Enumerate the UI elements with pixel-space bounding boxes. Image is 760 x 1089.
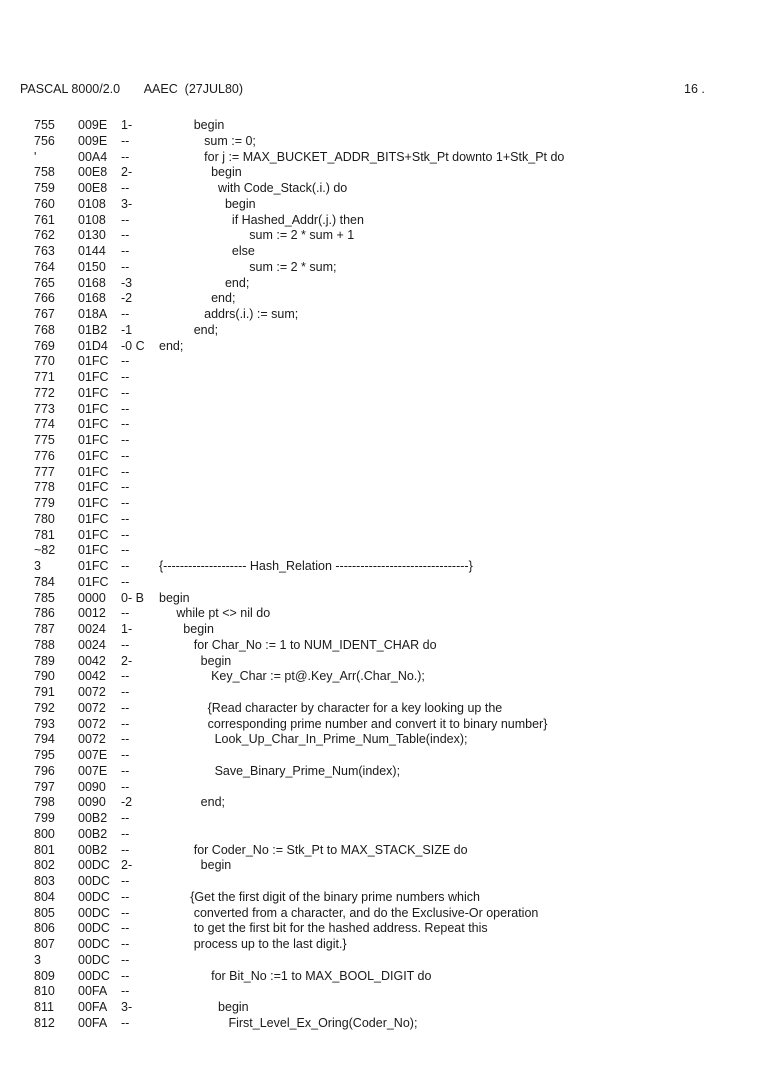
listing-line: [20, 717, 740, 733]
line-number: 769: [34, 338, 55, 353]
address: 00DC: [78, 874, 110, 888]
nesting-level: --: [121, 952, 130, 967]
source-code: end;: [159, 291, 236, 306]
source-code: Key_Char := pt@.Key_Arr(.Char_No.);: [159, 669, 425, 684]
listing-line: [20, 496, 740, 512]
nesting-level: --: [121, 307, 130, 321]
nesting-level: -1: [121, 322, 133, 337]
nesting-level: --: [121, 732, 130, 747]
nesting-level: --: [121, 874, 130, 888]
nesting-level: --: [121, 181, 130, 195]
listing-line: [20, 1000, 740, 1016]
nesting-level: --: [121, 417, 130, 432]
line-number: 801: [34, 842, 55, 857]
nesting-level: --: [121, 464, 130, 479]
listing-line: [20, 480, 740, 496]
listing-line: [20, 465, 740, 481]
line-number: 794: [34, 732, 55, 747]
listing-line: [20, 748, 740, 764]
address: 00DC: [78, 889, 110, 904]
listing-line: [20, 937, 740, 953]
nesting-level: --: [121, 606, 130, 621]
address: 01FC: [78, 385, 109, 400]
nesting-level: --: [121, 133, 130, 148]
address: 00FA: [78, 984, 108, 999]
line-number: 785: [34, 590, 55, 605]
source-code: for Char_No := 1 to NUM_IDENT_CHAR do: [159, 637, 437, 652]
address: 0090: [78, 795, 106, 810]
address: 007E: [78, 748, 108, 762]
listing-line: [20, 638, 740, 654]
source-code: addrs(.i.) := sum;: [159, 307, 299, 321]
listing-line: [20, 528, 740, 544]
address: 01FC: [78, 559, 109, 573]
line-number: 766: [34, 291, 55, 306]
address: 01FC: [78, 370, 109, 384]
nesting-level: --: [121, 905, 130, 920]
listing-line: [20, 339, 740, 355]
source-code: if Hashed_Addr(.j.) then: [159, 212, 364, 227]
nesting-level: 3-: [121, 196, 133, 211]
address: 00E8: [78, 165, 108, 180]
address: 01FC: [78, 511, 109, 526]
nesting-level: 2-: [121, 858, 133, 873]
listing-line: [20, 260, 740, 276]
source-code: end;: [159, 275, 250, 290]
source-code: for j := MAX_BUCKET_ADDR_BITS+Stk_Pt downto 1+Stk_Pt do: [159, 149, 565, 164]
line-number: 778: [34, 480, 55, 495]
line-number: 812: [34, 1015, 55, 1030]
line-number: 811: [34, 1000, 54, 1014]
line-number: 771: [34, 370, 55, 384]
line-number: 803: [34, 874, 55, 888]
nesting-level: --: [121, 968, 130, 983]
nesting-level: --: [121, 1015, 130, 1030]
address: 009E: [78, 133, 108, 148]
nesting-level: --: [121, 763, 130, 778]
address: 00FA: [78, 1000, 108, 1014]
listing-line: [20, 150, 740, 166]
listing-line: [20, 276, 740, 292]
listing-line: [20, 197, 740, 213]
listing-line: [20, 244, 740, 260]
address: 01FC: [78, 480, 109, 495]
nesting-level: --: [121, 811, 130, 825]
line-number: 787: [34, 622, 55, 636]
address: 0042: [78, 669, 106, 684]
listing-line: [20, 701, 740, 717]
address: 01FC: [78, 354, 109, 369]
nesting-level: --: [121, 496, 130, 510]
listing-line: [20, 512, 740, 528]
line-number: 764: [34, 259, 55, 274]
source-code: begin: [159, 858, 232, 873]
line-number: 768: [34, 322, 55, 337]
line-number: 798: [34, 795, 55, 810]
address: 01B2: [78, 322, 108, 337]
address: 0144: [78, 244, 106, 258]
nesting-level: --: [121, 559, 130, 573]
nesting-level: 1-: [121, 622, 133, 636]
nesting-level: --: [121, 385, 130, 400]
nesting-level: --: [121, 826, 130, 841]
listing-line: [20, 559, 740, 575]
line-number: ~82: [34, 543, 56, 558]
listing-line: [20, 118, 740, 134]
address: 007E: [78, 763, 108, 778]
address: 00DC: [78, 952, 110, 967]
line-number: 805: [34, 905, 55, 920]
line-number: 800: [34, 826, 55, 841]
nesting-level: --: [121, 354, 130, 369]
nesting-level: --: [121, 889, 130, 904]
address: 0150: [78, 259, 106, 274]
line-number: 792: [34, 700, 55, 715]
line-number: 786: [34, 606, 55, 621]
nesting-level: --: [121, 370, 130, 384]
nesting-level: --: [121, 228, 130, 243]
listing-line: [20, 354, 740, 370]
nesting-level: --: [121, 984, 130, 999]
line-number: 789: [34, 653, 55, 668]
line-number: 767: [34, 307, 55, 321]
address: 01FC: [78, 496, 109, 510]
source-code: end;: [159, 795, 226, 810]
address: 01FC: [78, 464, 109, 479]
address: 0042: [78, 653, 106, 668]
nesting-level: --: [121, 527, 130, 542]
source-code: sum := 0;: [159, 133, 256, 148]
nesting-level: 0- B: [121, 590, 144, 605]
address: 00E8: [78, 181, 108, 195]
listing-line: [20, 417, 740, 433]
listing-line: [20, 843, 740, 859]
address: 018A: [78, 307, 108, 321]
address: 0012: [78, 606, 106, 621]
source-code: First_Level_Ex_Oring(Coder_No);: [159, 1015, 418, 1030]
line-number: 773: [34, 401, 55, 416]
line-number: 759: [34, 181, 55, 195]
address: 0168: [78, 291, 106, 306]
nesting-level: --: [121, 543, 130, 558]
line-number: 784: [34, 574, 55, 589]
address: 00DC: [78, 921, 110, 936]
source-code: sum := 2 * sum + 1: [159, 228, 355, 243]
line-number: 791: [34, 685, 55, 699]
line-number: 758: [34, 165, 55, 180]
source-code: end;: [159, 338, 184, 353]
nesting-level: --: [121, 511, 130, 526]
line-number: 760: [34, 196, 55, 211]
listing-line: [20, 181, 740, 197]
nesting-level: --: [121, 448, 130, 463]
nesting-level: --: [121, 244, 130, 258]
line-number: 755: [34, 118, 55, 132]
line-number: 806: [34, 921, 55, 936]
nesting-level: -3: [121, 275, 133, 290]
nesting-level: --: [121, 700, 130, 715]
line-number: 772: [34, 385, 55, 400]
nesting-level: --: [121, 212, 130, 227]
line-number: 795: [34, 748, 55, 762]
listing-line: [20, 622, 740, 638]
listing-line: [20, 685, 740, 701]
compiler-header: PASCAL 8000/2.0 AAEC (27JUL80): [20, 82, 244, 96]
listing-line: [20, 795, 740, 811]
address: 0024: [78, 637, 106, 652]
address: 0090: [78, 779, 106, 794]
line-number: 3: [34, 952, 41, 967]
line-number: ': [34, 149, 37, 164]
listing-line: [20, 890, 740, 906]
listing-line: [20, 134, 740, 150]
nesting-level: --: [121, 574, 130, 589]
line-number: 780: [34, 511, 55, 526]
source-code: with Code_Stack(.i.) do: [159, 181, 348, 195]
address: 0000: [78, 590, 106, 605]
source-code: for Bit_No :=1 to MAX_BOOL_DIGIT do: [159, 968, 432, 983]
listing-line: [20, 370, 740, 386]
nesting-level: 1-: [121, 118, 133, 132]
listing-line: [20, 449, 740, 465]
address: 00B2: [78, 811, 108, 825]
listing-line: [20, 827, 740, 843]
address: 00B2: [78, 842, 108, 857]
nesting-level: --: [121, 842, 130, 857]
nesting-level: -2: [121, 795, 133, 810]
address: 00DC: [78, 905, 110, 920]
source-code: {Read character by character for a key looking up the: [159, 700, 503, 715]
source-code: end;: [159, 322, 219, 337]
source-code: {-------------------- Hash_Relation --------------------------------}: [159, 559, 473, 573]
nesting-level: --: [121, 779, 130, 794]
listing-line: [20, 1016, 740, 1032]
line-number: 796: [34, 763, 55, 778]
nesting-level: 2-: [121, 165, 133, 180]
nesting-level: --: [121, 637, 130, 652]
listing-line: [20, 811, 740, 827]
address: 01FC: [78, 417, 109, 432]
nesting-level: 3-: [121, 1000, 133, 1014]
address: 0072: [78, 716, 106, 731]
address: 0130: [78, 228, 106, 243]
nesting-level: --: [121, 259, 130, 274]
nesting-level: --: [121, 480, 130, 495]
page-number: 16 .: [684, 82, 705, 96]
listing-line: [20, 858, 740, 874]
listing-line: [20, 402, 740, 418]
address: 00A4: [78, 149, 108, 164]
listing-line: [20, 213, 740, 229]
listing-line: [20, 543, 740, 559]
address: 01FC: [78, 574, 109, 589]
address: 00DC: [78, 937, 110, 951]
address: 00B2: [78, 826, 108, 841]
line-number: 770: [34, 354, 55, 369]
listing-line: [20, 654, 740, 670]
nesting-level: --: [121, 937, 130, 951]
line-number: 781: [34, 527, 55, 542]
listing-line: [20, 906, 740, 922]
line-number: 793: [34, 716, 55, 731]
address: 00FA: [78, 1015, 108, 1030]
line-number: 774: [34, 417, 55, 432]
line-number: 788: [34, 637, 55, 652]
line-number: 809: [34, 968, 55, 983]
source-code: begin: [159, 590, 190, 605]
listing-line: [20, 433, 740, 449]
listing-line: [20, 953, 740, 969]
source-code: Save_Binary_Prime_Num(index);: [159, 763, 401, 778]
listing-line: [20, 984, 740, 1000]
address: 0072: [78, 732, 106, 747]
line-number: 802: [34, 858, 55, 873]
address: 0072: [78, 700, 106, 715]
line-number: 756: [34, 133, 55, 148]
listing-line: [20, 606, 740, 622]
listing-line: [20, 669, 740, 685]
line-number: 799: [34, 811, 55, 825]
listing-line: [20, 591, 740, 607]
address: 0024: [78, 622, 106, 636]
source-code: begin: [159, 622, 214, 636]
listing-line: [20, 969, 740, 985]
nesting-level: --: [121, 669, 130, 684]
listing-line: [20, 575, 740, 591]
address: 0072: [78, 685, 106, 699]
listing-line: [20, 165, 740, 181]
source-code: Look_Up_Char_In_Prime_Num_Table(index);: [159, 732, 468, 747]
address: 01FC: [78, 448, 109, 463]
listing-line: [20, 323, 740, 339]
listing-line: [20, 780, 740, 796]
source-code: corresponding prime number and convert it to binary number}: [159, 716, 548, 731]
line-number: 776: [34, 448, 55, 463]
line-number: 761: [34, 212, 55, 227]
address: 009E: [78, 118, 108, 132]
address: 01FC: [78, 543, 109, 558]
address: 01FC: [78, 433, 109, 447]
source-code: for Coder_No := Stk_Pt to MAX_STACK_SIZE do: [159, 842, 468, 857]
line-number: 763: [34, 244, 55, 258]
line-number: 807: [34, 937, 55, 951]
address: 01D4: [78, 338, 108, 353]
line-number: 765: [34, 275, 55, 290]
listing-line: [20, 307, 740, 323]
nesting-level: --: [121, 716, 130, 731]
source-code: begin: [159, 1000, 249, 1014]
source-code: sum := 2 * sum;: [159, 259, 337, 274]
nesting-level: --: [121, 748, 130, 762]
listing-line: [20, 764, 740, 780]
source-code: to get the first bit for the hashed address. Repeat this: [159, 921, 488, 936]
nesting-level: -2: [121, 291, 133, 306]
nesting-level: --: [121, 921, 130, 936]
nesting-level: 2-: [121, 653, 133, 668]
source-code: converted from a character, and do the Exclusive-Or operation: [159, 905, 539, 920]
line-number: 797: [34, 779, 55, 794]
line-number: 775: [34, 433, 55, 447]
listing-line: [20, 874, 740, 890]
nesting-level: --: [121, 685, 130, 699]
listing-line: [20, 921, 740, 937]
source-code: else: [159, 244, 255, 258]
source-listing: [20, 118, 740, 1032]
address: 0108: [78, 212, 106, 227]
listing-line: [20, 228, 740, 244]
source-code: begin: [159, 653, 232, 668]
address: 00DC: [78, 858, 110, 873]
address: 01FC: [78, 527, 109, 542]
address: 01FC: [78, 401, 109, 416]
line-number: 804: [34, 889, 55, 904]
nesting-level: --: [121, 149, 130, 164]
source-code: begin: [159, 196, 256, 211]
source-code: begin: [159, 118, 225, 132]
address: 0168: [78, 275, 106, 290]
listing-line: [20, 386, 740, 402]
nesting-level: -0 C: [121, 338, 145, 353]
address: 0108: [78, 196, 106, 211]
line-number: 777: [34, 464, 55, 479]
line-number: 779: [34, 496, 55, 510]
nesting-level: --: [121, 401, 130, 416]
line-number: 810: [34, 984, 55, 999]
source-code: process up to the last digit.}: [159, 937, 347, 951]
listing-line: [20, 291, 740, 307]
source-code: {Get the first digit of the binary prime numbers which: [159, 889, 480, 904]
listing-line: [20, 732, 740, 748]
line-number: 3: [34, 559, 41, 573]
source-code: while pt <> nil do: [159, 606, 271, 621]
nesting-level: --: [121, 433, 130, 447]
line-number: 790: [34, 669, 55, 684]
line-number: 762: [34, 228, 55, 243]
address: 00DC: [78, 968, 110, 983]
source-code: begin: [159, 165, 242, 180]
